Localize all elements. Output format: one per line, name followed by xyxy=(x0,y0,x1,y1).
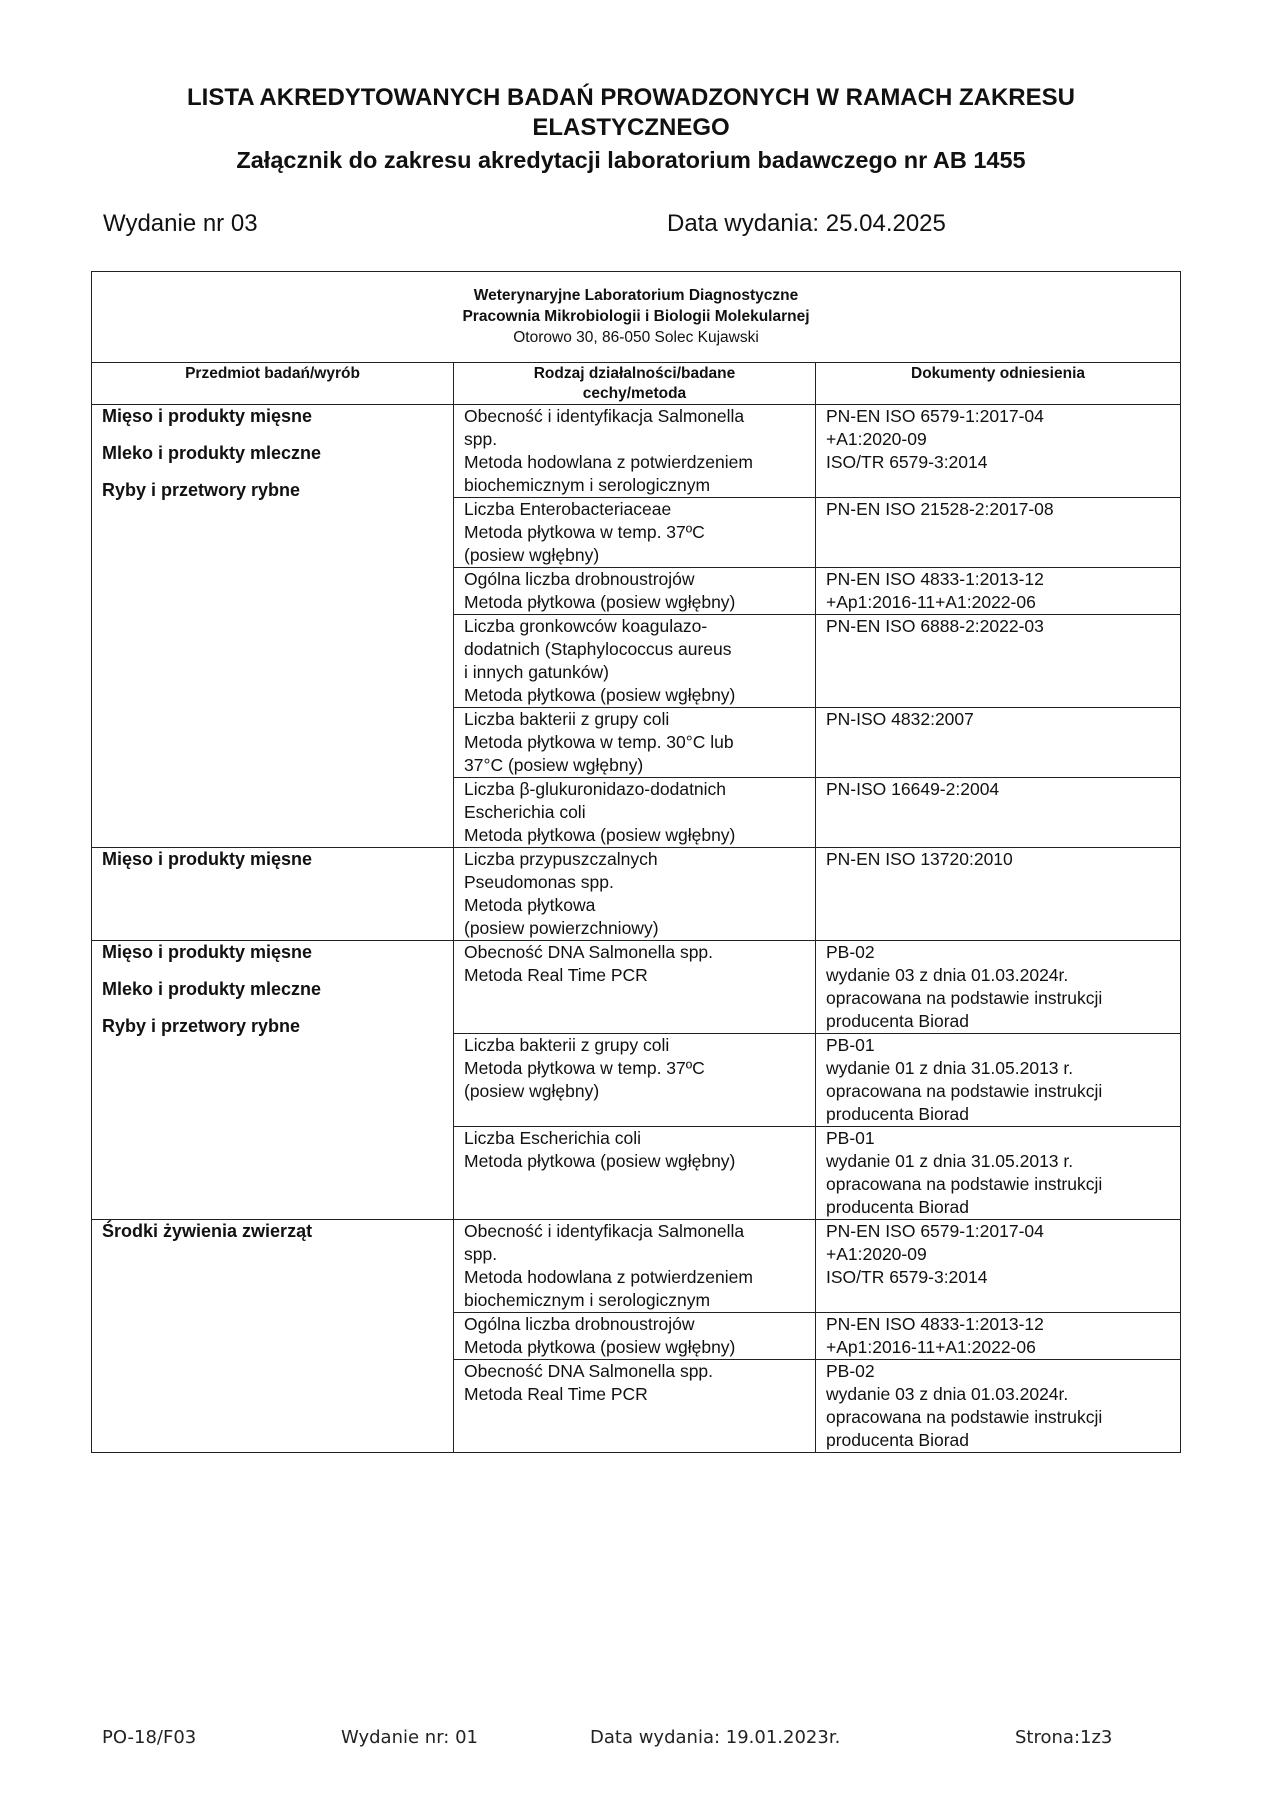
footer-form-code: PO-18/F03 xyxy=(102,1727,197,1748)
document-line: PN-ISO 4832:2007 xyxy=(826,709,974,729)
method-line: Metoda płytkowa (posiew wgłębny) xyxy=(464,592,736,612)
method-line: Metoda płytkowa (posiew wgłębny) xyxy=(464,825,736,845)
method-line: Escherichia coli xyxy=(464,802,586,822)
subject-cell xyxy=(92,405,454,848)
table-row xyxy=(92,1220,1181,1313)
document-line: opracowana na podstawie instrukcji xyxy=(826,1407,1103,1427)
method-cell xyxy=(454,1220,816,1313)
document-line: producenta Biorad xyxy=(826,1011,970,1031)
document-line: opracowana na podstawie instrukcji xyxy=(826,988,1103,1008)
issue-date: Data wydania: 25.04.2025 xyxy=(667,210,946,237)
column-header-row xyxy=(92,363,1181,405)
document-line: producenta Biorad xyxy=(826,1197,970,1217)
footer-page: Strona:1z3 xyxy=(1015,1727,1113,1748)
document-line: PB-02 xyxy=(826,942,875,962)
subject-label: Mięso i produkty mięsne xyxy=(102,849,313,869)
method-cell xyxy=(454,1313,816,1360)
subject-label: Środki żywienia zwierząt xyxy=(102,1221,313,1241)
subject-label: Mleko i produkty mleczne xyxy=(102,979,322,999)
method-line: Metoda hodowlana z potwierdzeniem xyxy=(464,1267,753,1287)
method-cell xyxy=(454,1034,816,1127)
lab-name: Weterynaryjne Laboratorium Diagnostyczne xyxy=(473,287,799,304)
lab-department: Pracownia Mikrobiologii i Biologii Molekularnej xyxy=(462,308,810,325)
method-line: Metoda płytkowa xyxy=(464,895,596,915)
method-line: Liczba Escherichia coli xyxy=(464,1128,642,1148)
document-line: wydanie 01 z dnia 31.05.2013 r. xyxy=(826,1058,1074,1078)
documents-cell xyxy=(816,1220,1181,1313)
subject-cell xyxy=(92,1220,454,1453)
column-header-documents: Dokumenty odniesienia xyxy=(816,363,1181,405)
method-line: Liczba Enterobacteriaceae xyxy=(464,499,672,519)
subject-label: Mięso i produkty mięsne xyxy=(102,406,313,426)
method-cell xyxy=(454,778,816,848)
method-line: Liczba β-glukuronidazo-dodatnich xyxy=(464,779,727,799)
document-line: PN-ISO 16649-2:2004 xyxy=(826,779,1000,799)
document-line: PB-01 xyxy=(826,1035,875,1055)
document-line: PN-EN ISO 6579-1:2017-04 xyxy=(826,406,1044,426)
method-line: Obecność i identyfikacja Salmonella xyxy=(464,406,745,426)
document-line: producenta Biorad xyxy=(826,1430,970,1450)
document-line: ISO/TR 6579-3:2014 xyxy=(826,452,988,472)
document-line: ISO/TR 6579-3:2014 xyxy=(826,1267,988,1287)
documents-cell xyxy=(816,1313,1181,1360)
method-line: Metoda płytkowa (posiew wgłębny) xyxy=(464,685,736,705)
method-cell xyxy=(454,568,816,615)
method-line: biochemicznym i serologicznym xyxy=(464,475,711,495)
method-line: Ogólna liczba drobnoustrojów xyxy=(464,1314,695,1334)
method-line: Liczba przypuszczalnych xyxy=(464,849,658,869)
document-line: wydanie 03 z dnia 01.03.2024r. xyxy=(826,965,1069,985)
document-line: PN-EN ISO 6579-1:2017-04 xyxy=(826,1221,1044,1241)
method-line: biochemicznym i serologicznym xyxy=(464,1290,711,1310)
column-header-subject: Przedmiot badań/wyrób xyxy=(92,363,454,405)
document-line: PB-01 xyxy=(826,1128,875,1148)
documents-cell xyxy=(816,1034,1181,1127)
table-row xyxy=(92,848,1181,941)
method-line: Metoda hodowlana z potwierdzeniem xyxy=(464,452,753,472)
method-line: Obecność DNA Salmonella spp. xyxy=(464,1361,714,1381)
document-line: +A1:2020-09 xyxy=(826,1244,927,1264)
method-line: spp. xyxy=(464,1244,498,1264)
documents-cell xyxy=(816,568,1181,615)
document-line: +Ap1:2016-11+A1:2022-06 xyxy=(826,1337,1036,1357)
method-cell xyxy=(454,848,816,941)
method-cell xyxy=(454,405,816,498)
document-line: PN-EN ISO 4833-1:2013-12 xyxy=(826,569,1044,589)
documents-cell xyxy=(816,498,1181,568)
footer-date: Data wydania: 19.01.2023r. xyxy=(590,1727,841,1748)
method-line: Ogólna liczba drobnoustrojów xyxy=(464,569,695,589)
document-line: opracowana na podstawie instrukcji xyxy=(826,1174,1103,1194)
method-line: i innych gatunków) xyxy=(464,662,609,682)
method-line: (posiew powierzchniowy) xyxy=(464,918,659,938)
document-line: PB-02 xyxy=(826,1361,875,1381)
lab-address: Otorowo 30, 86-050 Solec Kujawski xyxy=(513,329,759,346)
method-cell xyxy=(454,498,816,568)
document-line: wydanie 03 z dnia 01.03.2024r. xyxy=(826,1384,1069,1404)
subject-cell xyxy=(92,848,454,941)
table-body xyxy=(92,405,1181,1453)
document-subtitle: Załącznik do zakresu akredytacji laboratorium badawczego nr AB 1455 xyxy=(236,147,1026,173)
lab-header-row xyxy=(92,272,1181,363)
subject-label: Ryby i przetwory rybne xyxy=(102,480,301,500)
method-line: (posiew wgłębny) xyxy=(464,1081,600,1101)
column-header-activity: Rodzaj działalności/badane cechy/metoda xyxy=(454,363,816,405)
method-line: Metoda płytkowa w temp. 30°C lub xyxy=(464,732,734,752)
documents-cell xyxy=(816,708,1181,778)
documents-cell xyxy=(816,848,1181,941)
table-row xyxy=(92,405,1181,498)
method-line: dodatnich (Staphylococcus aureus xyxy=(464,639,732,659)
documents-cell xyxy=(816,1127,1181,1220)
documents-cell xyxy=(816,1360,1181,1453)
edition-number: Wydanie nr 03 xyxy=(103,210,258,237)
method-line: Obecność DNA Salmonella spp. xyxy=(464,942,714,962)
document-line: producenta Biorad xyxy=(826,1104,970,1124)
method-cell xyxy=(454,615,816,708)
method-cell xyxy=(454,941,816,1034)
method-line: Metoda Real Time PCR xyxy=(464,965,648,985)
method-line: spp. xyxy=(464,429,498,449)
documents-cell xyxy=(816,778,1181,848)
method-line: Metoda płytkowa w temp. 37ºC xyxy=(464,522,705,542)
document-line: +A1:2020-09 xyxy=(826,429,927,449)
document-line: PN-EN ISO 13720:2010 xyxy=(826,849,1013,869)
method-cell xyxy=(454,708,816,778)
documents-cell xyxy=(816,941,1181,1034)
subject-label: Mięso i produkty mięsne xyxy=(102,942,313,962)
document-line: PN-EN ISO 6888-2:2022-03 xyxy=(826,616,1044,636)
method-line: Liczba gronkowców koagulazo- xyxy=(464,616,708,636)
document-title-line1: LISTA AKREDYTOWANYCH BADAŃ PROWADZONYCH W RAMACH ZAKRESU xyxy=(187,84,1075,111)
subject-label: Ryby i przetwory rybne xyxy=(102,1016,301,1036)
method-cell xyxy=(454,1127,816,1220)
method-line: (posiew wgłębny) xyxy=(464,545,600,565)
documents-cell xyxy=(816,405,1181,498)
method-line: Metoda płytkowa (posiew wgłębny) xyxy=(464,1151,736,1171)
method-line: Metoda płytkowa w temp. 37ºC xyxy=(464,1058,705,1078)
footer-edition: Wydanie nr: 01 xyxy=(341,1727,478,1748)
subject-label: Mleko i produkty mleczne xyxy=(102,443,322,463)
table-row xyxy=(92,941,1181,1034)
method-line: Metoda Real Time PCR xyxy=(464,1384,648,1404)
method-line: Liczba bakterii z grupy coli xyxy=(464,709,670,729)
accreditation-table xyxy=(91,271,1181,1453)
document-line: wydanie 01 z dnia 31.05.2013 r. xyxy=(826,1151,1074,1171)
document-line: opracowana na podstawie instrukcji xyxy=(826,1081,1103,1101)
document-line: PN-EN ISO 21528-2:2017-08 xyxy=(826,499,1054,519)
lab-info xyxy=(92,272,1181,363)
method-line: 37°C (posiew wgłębny) xyxy=(464,755,644,775)
subject-cell xyxy=(92,941,454,1220)
document-line: +Ap1:2016-11+A1:2022-06 xyxy=(826,592,1036,612)
method-line: Obecność i identyfikacja Salmonella xyxy=(464,1221,745,1241)
method-line: Metoda płytkowa (posiew wgłębny) xyxy=(464,1337,736,1357)
method-cell xyxy=(454,1360,816,1453)
document-title-line2: ELASTYCZNEGO xyxy=(532,114,730,141)
method-line: Pseudomonas spp. xyxy=(464,872,614,892)
document-line: PN-EN ISO 4833-1:2013-12 xyxy=(826,1314,1044,1334)
documents-cell xyxy=(816,615,1181,708)
method-line: Liczba bakterii z grupy coli xyxy=(464,1035,670,1055)
